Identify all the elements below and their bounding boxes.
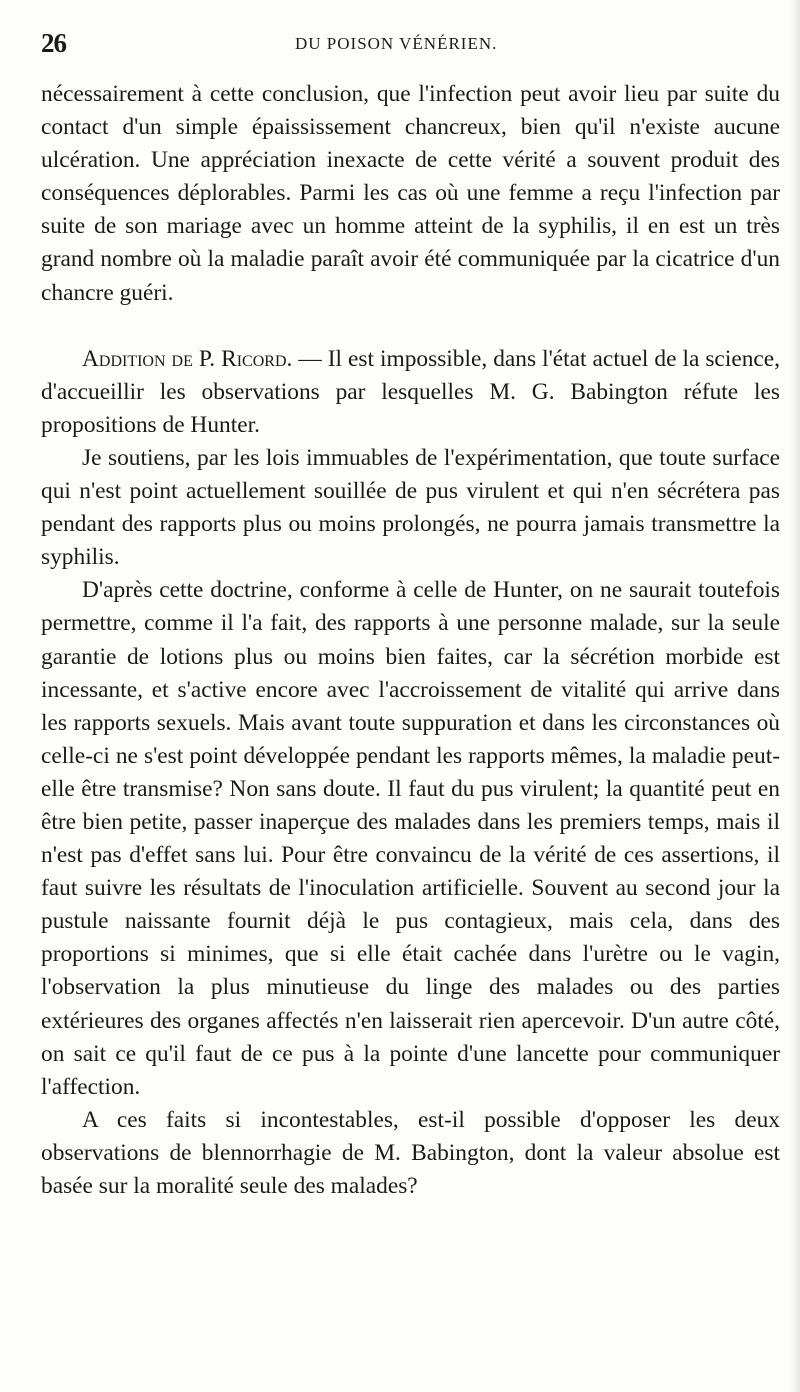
page-header — [41, 24, 781, 64]
running-title: DU POISON VÉNÉRIEN. — [295, 34, 498, 53]
page-number: 26 — [41, 28, 66, 58]
page-edge-shadow — [790, 0, 800, 1392]
paragraph-3: Je soutiens, par les lois immuables de l'expérimentation, que toute surface qui n'est point actuellement souillée de pus virulent et qui n'en sécrétera pas pendant des rapports plus ou moins prolongés, ne pourra jamais transmettre la syphilis. — [41, 444, 780, 571]
paragraph-4: D'après cette doctrine, conforme à celle de Hunter, on ne saurait toutefois permettre, comme il l'a fait, des rapports à une personne malade, sur la seule garantie de lotions plus ou moins bien faites, car la sécrétion morbide est incessante, et s'active encore avec l'accroissement de vitalité qui arrive dans les rapports sexuels. Mais avant toute suppuration et dans les circonstances où celle-ci ne s'est point développée pendant les rapports mêmes, la maladie peut-elle être transmise? Non sans doute. Il faut du pus virulent; la quantité peut en être bien petite, passer inaperçue des malades dans les premiers temps, mais il n'est pas d'effet sans lui. Pour être convaincu de la vérité de ces assertions, il faut suivre les résultats de l'inoculation artificielle. Souvent au second jour la pustule naissante fournit déjà le pus contagieux, mais cela, dans des proportions si minimes, que si elle était cachée dans l'urètre ou le vagin, l'observation la plus minutieuse du linge des malades ou des parties extérieures des organes affectés n'en laisserait rien apercevoir. D'un autre côté, on sait ce qu'il faut de ce pus à la pointe d'une lancette pour communiquer l'affection. — [41, 577, 780, 1100]
paragraph-addition — [41, 343, 780, 442]
paragraph-1: nécessairement à cette conclusion, que l'infection peut avoir lieu par suite du contact d'un simple épaississement chancreux, bien qu'il n'existe aucune ulcération. Une appréciation inexacte de cette vérité a souvent produit des conséquences déplorables. Parmi les cas où une femme a reçu l'infection par suite de son mariage avec un homme atteint de la syphilis, il en est un très grand nombre où la maladie paraît avoir été communiquée par la cicatrice d'un chancre guéri. — [41, 81, 780, 306]
body-text — [41, 78, 780, 1203]
paragraph-5: A ces faits si incontestables, est-il possible d'opposer les deux observations de blennorrhagie de M. Babington, dont la valeur absolue est basée sur la moralité seule des malades? — [41, 1106, 780, 1199]
addition-heading: Addition de P. Ricord. — [82, 345, 293, 372]
addition-text: — Il est impossible, dans l'état actuel de la science, d'accueillir les observations par lesquelles M. G. Babington réfute les propositions de Hunter. — [41, 345, 781, 438]
